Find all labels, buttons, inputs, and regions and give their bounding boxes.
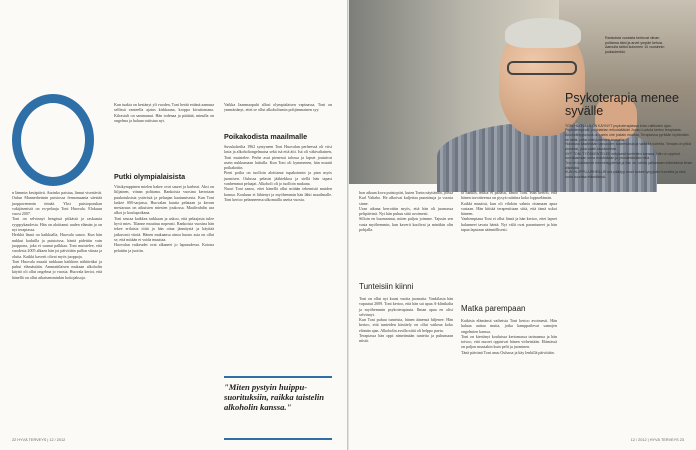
right-column-2: tä hänkin, mutta ei pahasti, sanoo Toni. Hän kertoo, että hänen tavoitteensa on pysyä raittiina koko loppuelämän. Kaikki muuttui, kun oli vihdoin valmis ottamaan apua vastaan. Hän kiittää terapeuttiaan siitä, että tämä uskoi häneen. Vanhempiana Toni ei ollut läsnä ja hän kertoo, ettei lapset halunneet tavata häntä. Nyt välit ovat parantuneet ja hän tapaa lapsiaan säännöllisesti.	[461, 190, 557, 233]
right-column-1b: Toni on ollut nyt kuusi vuotta juomatta. Vankilasta hän vapautui 2009. Toni kertoo, että hän sai apua A-klinikalta ja myöhemmin psykoterapiasta. Ilman apua en olisi selvinnyt. Kun Toni puhuu tunteista, hänen äänensä hiljenee. Hän kertoo, että tunteiden käsittely on ollut vaikeaa koko elämän ajan. Alkoholin avulla niitä oli helppo paeta. Terapiassa hän oppi nimeämään tunteita ja puhumaan niistä.	[359, 296, 453, 344]
subhead-putki-olympialaisista: Putki olympialaisista	[114, 172, 186, 181]
body-column-3: Suvukokeilta 1962 syntyneen Toni Huovalan perheessä oli viisi lasta ja alkoholiongelmaisa sekä isä että äiti. Isä oli väkivaltainen, Toni muistelee. Perhe asui pienessä talossa ja lapset joutuivat usein nukkumaan lattialla. Kun Toni oli kymmenen, hän muutti poikakotiin. Pieni poika on tuolloin aloittanut tupakoinnin ja pian myös juomisen. Oulussa pelasin jääkiekkoa ja siellä hän tapasi vanhemmat pelaajat. Alkoholi oli jo tuolloin mukana. Nuori Toni sanoo, ettei hänellä ollut mitään tekemistä muiden kanssa. Kouluun ei lähtenyt ja myöhemmin hän lähti maailmalle. Toni kertoo pelanneensa ulkomailla useita vuosia.	[224, 144, 332, 202]
pull-quote-box	[224, 376, 332, 440]
photo-caption: Rankoista vuosista kertovat viinan polttama ääni ja arvet ympäri kehoa. Aamulla taittui kuloneen 10 vuosinnin juoksulenkki.	[605, 36, 665, 55]
folio-left: 22 HYVÄ TERVEYS | 12 / 2012	[12, 438, 66, 442]
body-column-2-intro: Kun tuakia on kestänyt yli vuoden, Toni herää eräänä aamuna sellissä vanteella ajatus kirkkaana, kroppa kivuttomana. Kilrastali on sammunut. Hän todenaa ja päättää, minulla on ongelma ja haluan raitistua nyt.	[114, 102, 216, 123]
drop-cap-o	[12, 94, 94, 186]
body-column-3-intro: Vaikka Jaanmaapuhi allosi olympialaisen vapinassa, Toni on ymmärtänyt, ettei se ollut alkoholismin pohjimmainen syy.	[224, 102, 334, 113]
body-column-1: n lämmin kesäpäivä. Aurinko paistaa, linnut visertävät. Oulun Mannerheimin puistossa fennomaania säestää juopporemmin örinää. Yksi puistoporukan vakijäsenistä on ex-pelaaja Toni Huovala. Elokuun vuosi 2007. Toni on selvinnyt hengissä pitkästä ja raskaasta ryyppykaudesta. Hän on aloittanut uuden elämän ja on nyt terapiassa. Herkkä läsnä on kaikkialla, Huovala sanoo. Kun hän nukkui kaduilla ja puistoissa, häntä pidettiin vain juoppona, joka ei saanut palkkaa. Toni muistelee, että vuodesta 2005 alkaen hän joi päivittäin pullon viinaa ja oluita. Kaikki kaverit olivat myös juoppoja. Toni Huovala muutti tarkkaan kaikkien nähtäväksi ja puhui elämästään. Ammattilaisen mukaan alkoholin käyttö oli ollut ongelma jo vuosia. Huovala kertoi, että hänellä on ollut aikaisemminkin hoitojaksoja.	[12, 190, 102, 280]
subhead-tunteisiin-kiinni: Tunteisiin kiinni	[359, 282, 414, 291]
sidebar-title: Psykoterapia menee syvälle	[565, 91, 679, 119]
left-page	[0, 0, 347, 450]
sidebar-body: TONI HUOVALA ON KÄYNYT psykoterapiassa koko raittiuden ajan. Psykoterapeutti, psykiatrian erikoislääkäri Jouko Luotola kertoo terapiasta: Alkoholiriippuvuus on usein oire jostain muusta. Terapiassa pyritään löytämään ne asiat, jotka ovat juomisen taustalla. Hoidossa käsitellään lapsuuden kokemuksia ja vaikeita tunteita. Terapia on pitkä prosessi, joka vaatii sitoutumista. NYT TONI TYÖSKENTELEE erityisesti tunteiden kanssa. Hän on oppinut tunnistamaan omia reaktioitaan ja ymmärtämään niitä. Toni on kohdannut menneisyytensä ja hän on valmis jatkamaan elämäänsä ilman alkoholia. KUN HUIPPU-URHEILUR ura päättyy, moni kokee tyhjyyden tunnetta ja etsii uutta suuntaa elämäänsä.	[565, 123, 693, 180]
subhead-matka-parempaan: Matka parempaan	[461, 304, 526, 313]
subhead-poikakodista-maailmalle: Poikakodista maailmalle	[224, 132, 308, 141]
sidebar-box	[565, 92, 693, 434]
folio-right: 12 / 2012 | HYVÄ TERVEYS 23	[630, 438, 684, 442]
body-column-2: Viisikymppinen mielen hakee ovat sauret ja karheat. Aksi on liiljainen, viinan polttama. Rankoisia vuosina kerrotaan puukotuksista ystävistä ja pelaajan kaatumisesta. Kun Toni laskee SM-sarjassa, Huovalan kautta pelataan ja kerran mestaruus on aikuisten miesten joukossa. Maalivahdin ura alkoi jo koulupoikana. Toni seuraa kaikkea tarkkaan ja uskoo, että pelaajasta tulee hyvä mies. Tilanne muuttuu nopeasti. Rankoisia vuosina hän tekee erilaisia töitä ja hän ottaa jännitystä ja käyttää jatkuvasti viiniä. Hänen mukaansa ainoa huono asia on ollut se, että mitään ei voida muuttaa. Huovalan vaikeudet ovat alkaneet jo lapsuudessa. Kotona pelattiin ja juotiin.	[114, 184, 214, 253]
right-column-1: hon aikaan kova puistopiiri, kuten Tonin näyttämöt, joissa Karl Valtaho. He alkoivat kuljettaa punnitsuja ja vuosia sinne. Uran aikana kerrottiin myös, että hän oli juomassa pelipäivinä. Nyt hän puhuu siitä avoimesti. Silloin en huomannut, miten paljon joimme. Tajusin sen vasta myöhemmin, kun kaverit kuolivat ja minäkin olin pohjalla.	[359, 190, 453, 233]
right-column-2b: Kaikista elämänsä vaiheista Toni kertoo avoimesti. Hän haluaa auttaa muita, jotka kamppailevat samojen ongelmien kanssa. Toni on kiertänyt kouluissa kertomassa tarinaansa ja hän toivoo, että nuoret oppisivat hänen virheistään. Elämässä on paljon muutakin kuin pelit ja juominen. Tänä päivänä Toni asuu Oulussa ja käy lenkillä päivittäin.	[461, 318, 557, 355]
pull-quote: "Miten pystyin huippu-suorituksiin, raikka taistelin alkoholin kanssa."	[224, 382, 325, 413]
right-page	[349, 0, 696, 450]
